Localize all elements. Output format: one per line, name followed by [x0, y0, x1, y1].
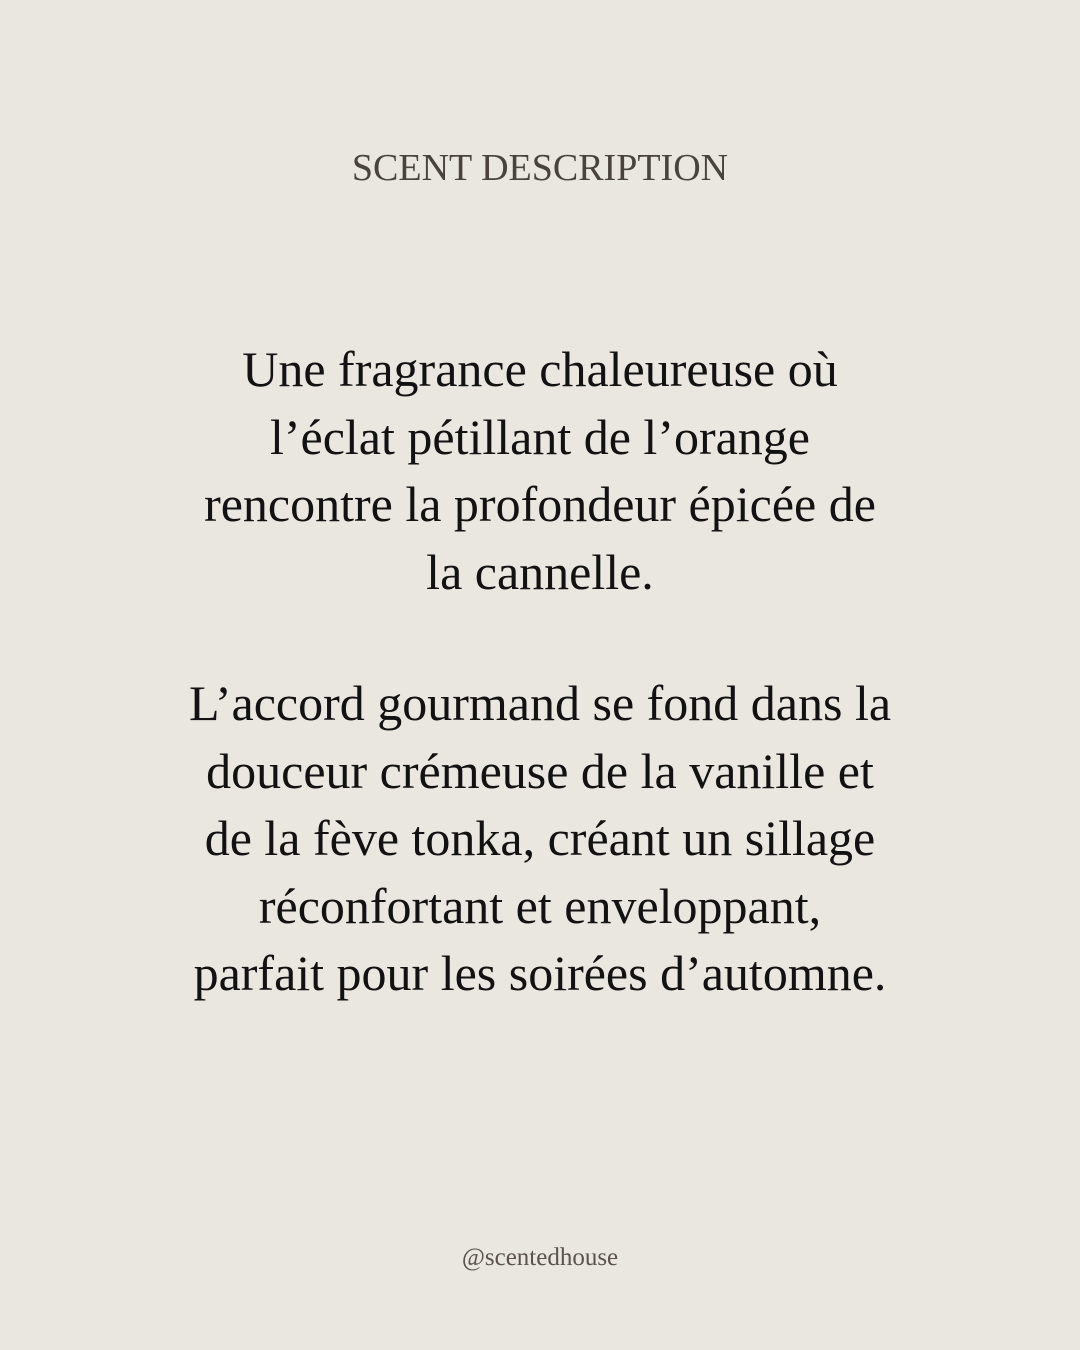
paragraph-spacer — [100, 606, 980, 670]
description-line: parfait pour les soirées d’automne. — [193, 945, 887, 1001]
description-line: douceur crémeuse de la vanille et — [206, 742, 874, 799]
description-paragraph-2 — [100, 670, 980, 1008]
scent-description — [100, 336, 980, 1008]
description-line: de la fève tonka, créant un sillage — [204, 810, 876, 866]
section-title: SCENT DESCRIPTION — [351, 147, 729, 189]
description-line: réconfortant et enveloppant, — [258, 877, 822, 934]
social-handle: @scentedhouse — [461, 1244, 619, 1271]
description-line: l’éclat pétillant de l’orange — [269, 408, 810, 465]
description-paragraph-1 — [100, 336, 980, 606]
description-line: la cannelle. — [426, 543, 654, 600]
description-line: Une fragrance chaleureuse où — [242, 341, 838, 397]
description-line: L’accord gourmand se fond dans la — [188, 675, 892, 731]
description-line: rencontre la profondeur épicée de — [204, 476, 876, 532]
